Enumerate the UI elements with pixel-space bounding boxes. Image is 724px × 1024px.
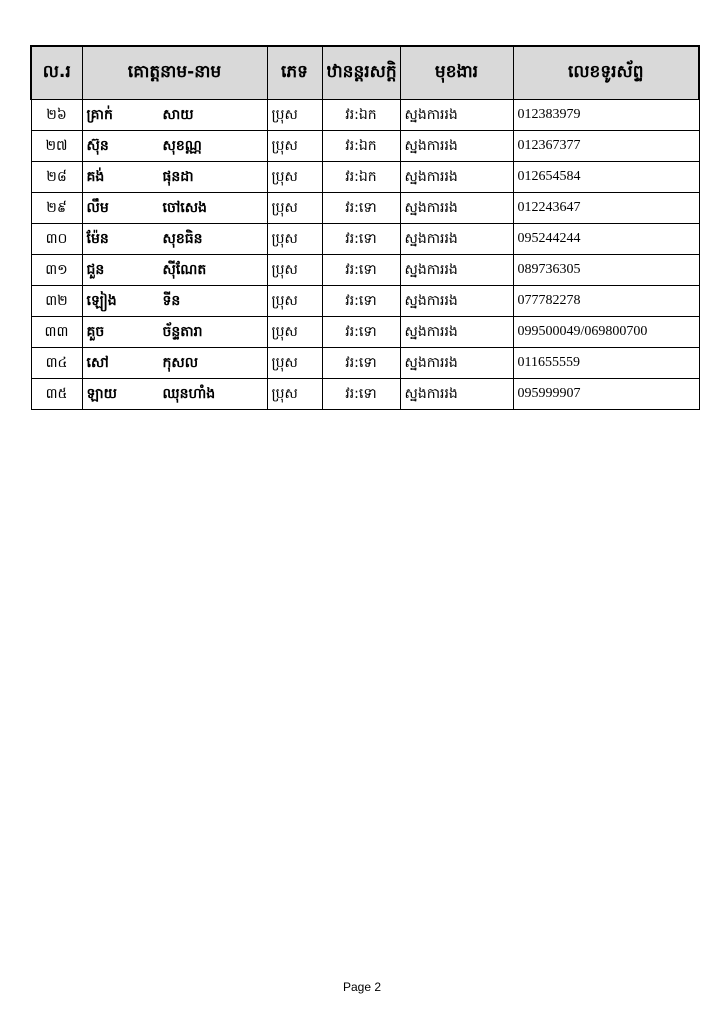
gender: ប្រុស bbox=[267, 286, 322, 317]
surname: គ្រាក់ bbox=[86, 106, 113, 123]
phone-number: 095999907 bbox=[513, 379, 699, 410]
gender: ប្រុស bbox=[267, 162, 322, 193]
phone-number: 099500049/069800700 bbox=[513, 317, 699, 348]
phone-number: 011655559 bbox=[513, 348, 699, 379]
gender: ប្រុស bbox=[267, 348, 322, 379]
personnel-table bbox=[30, 45, 700, 410]
row-number: ២៩ bbox=[31, 193, 82, 224]
table-row bbox=[31, 348, 699, 379]
phone-number: 012367377 bbox=[513, 131, 699, 162]
surname: លឹម bbox=[86, 199, 109, 216]
page-number: Page 2 bbox=[342, 980, 382, 994]
row-number: ២៨ bbox=[31, 162, 82, 193]
row-number: ៣១ bbox=[31, 255, 82, 286]
role: ស្នងការរង bbox=[400, 348, 513, 379]
role: ស្នងការរង bbox=[400, 379, 513, 410]
full-name bbox=[82, 317, 267, 348]
row-number: ៣០ bbox=[31, 224, 82, 255]
gender: ប្រុស bbox=[267, 193, 322, 224]
full-name bbox=[82, 193, 267, 224]
gender: ប្រុស bbox=[267, 255, 322, 286]
header-name: គោត្តនាម-នាម bbox=[82, 46, 267, 100]
table-row bbox=[31, 379, 699, 410]
given-name: សាយ bbox=[162, 106, 194, 123]
full-name bbox=[82, 255, 267, 286]
given-name: សុខណ្ណ bbox=[162, 137, 202, 154]
header-phone: លេខទូរស័ព្ទ bbox=[513, 46, 699, 100]
table-row bbox=[31, 286, 699, 317]
surname: ឡៀង bbox=[86, 292, 117, 309]
phone-number: 077782278 bbox=[513, 286, 699, 317]
role: ស្នងការរង bbox=[400, 224, 513, 255]
rank: វរ:ទោ bbox=[322, 224, 400, 255]
role: ស្នងការរង bbox=[400, 131, 513, 162]
gender: ប្រុស bbox=[267, 131, 322, 162]
full-name bbox=[82, 224, 267, 255]
header-rank: ឋានន្តរសក្តិ bbox=[322, 46, 400, 100]
table-row bbox=[31, 100, 699, 131]
given-name: ឈុនហាំង bbox=[162, 385, 216, 402]
rank: វរ:ទោ bbox=[322, 193, 400, 224]
phone-number: 089736305 bbox=[513, 255, 699, 286]
role: ស្នងការរង bbox=[400, 286, 513, 317]
table-header-row bbox=[31, 46, 699, 100]
rank: វរ:ទោ bbox=[322, 286, 400, 317]
surname: ម៉ែន bbox=[86, 230, 109, 247]
surname: សៅ bbox=[86, 354, 109, 371]
rank: វរ:ទោ bbox=[322, 255, 400, 286]
full-name bbox=[82, 162, 267, 193]
role: ស្នងការរង bbox=[400, 255, 513, 286]
row-number: ៣៤ bbox=[31, 348, 82, 379]
phone-number: 012383979 bbox=[513, 100, 699, 131]
table-row bbox=[31, 193, 699, 224]
role: ស្នងការរង bbox=[400, 193, 513, 224]
given-name: ច័ន្ទតារា bbox=[162, 323, 203, 340]
row-number: ៣៣ bbox=[31, 317, 82, 348]
table-row bbox=[31, 162, 699, 193]
row-number: ២៧ bbox=[31, 131, 82, 162]
row-number: ៣២ bbox=[31, 286, 82, 317]
phone-number: 012654584 bbox=[513, 162, 699, 193]
full-name bbox=[82, 348, 267, 379]
full-name bbox=[82, 131, 267, 162]
surname: គួច bbox=[86, 323, 105, 340]
full-name bbox=[82, 379, 267, 410]
rank: វរ:ឯក bbox=[322, 131, 400, 162]
role: ស្នងការរង bbox=[400, 317, 513, 348]
gender: ប្រុស bbox=[267, 224, 322, 255]
surname: ឡាយ bbox=[86, 385, 117, 402]
role: ស្នងការរង bbox=[400, 162, 513, 193]
surname: ជួន bbox=[86, 261, 105, 278]
table-row bbox=[31, 255, 699, 286]
given-name: កុសល bbox=[162, 354, 199, 371]
given-name: សុខធិន bbox=[162, 230, 203, 247]
table-row bbox=[31, 131, 699, 162]
role: ស្នងការរង bbox=[400, 100, 513, 131]
table-row bbox=[31, 224, 699, 255]
rank: វរ:ទោ bbox=[322, 379, 400, 410]
surname: ស៊ុន bbox=[86, 137, 109, 154]
given-name: ស៊ីណែត bbox=[162, 261, 207, 278]
full-name bbox=[82, 100, 267, 131]
gender: ប្រុស bbox=[267, 317, 322, 348]
given-name: ចៅសេង bbox=[162, 199, 207, 216]
rank: វរ:ឯក bbox=[322, 162, 400, 193]
gender: ប្រុស bbox=[267, 379, 322, 410]
surname: គង់ bbox=[86, 168, 105, 185]
table-row bbox=[31, 317, 699, 348]
given-name: ទីន bbox=[162, 292, 181, 309]
row-number: ៣៥ bbox=[31, 379, 82, 410]
rank: វរ:ឯក bbox=[322, 100, 400, 131]
rank: វរ:ទោ bbox=[322, 348, 400, 379]
rank: វរ:ទោ bbox=[322, 317, 400, 348]
header-no: ល.រ bbox=[31, 46, 82, 100]
phone-number: 095244244 bbox=[513, 224, 699, 255]
gender: ប្រុស bbox=[267, 100, 322, 131]
full-name bbox=[82, 286, 267, 317]
header-role: មុខងារ bbox=[400, 46, 513, 100]
header-gender: ភេទ bbox=[267, 46, 322, 100]
given-name: ផុនដា bbox=[162, 168, 194, 185]
phone-number: 012243647 bbox=[513, 193, 699, 224]
row-number: ២៦ bbox=[31, 100, 82, 131]
